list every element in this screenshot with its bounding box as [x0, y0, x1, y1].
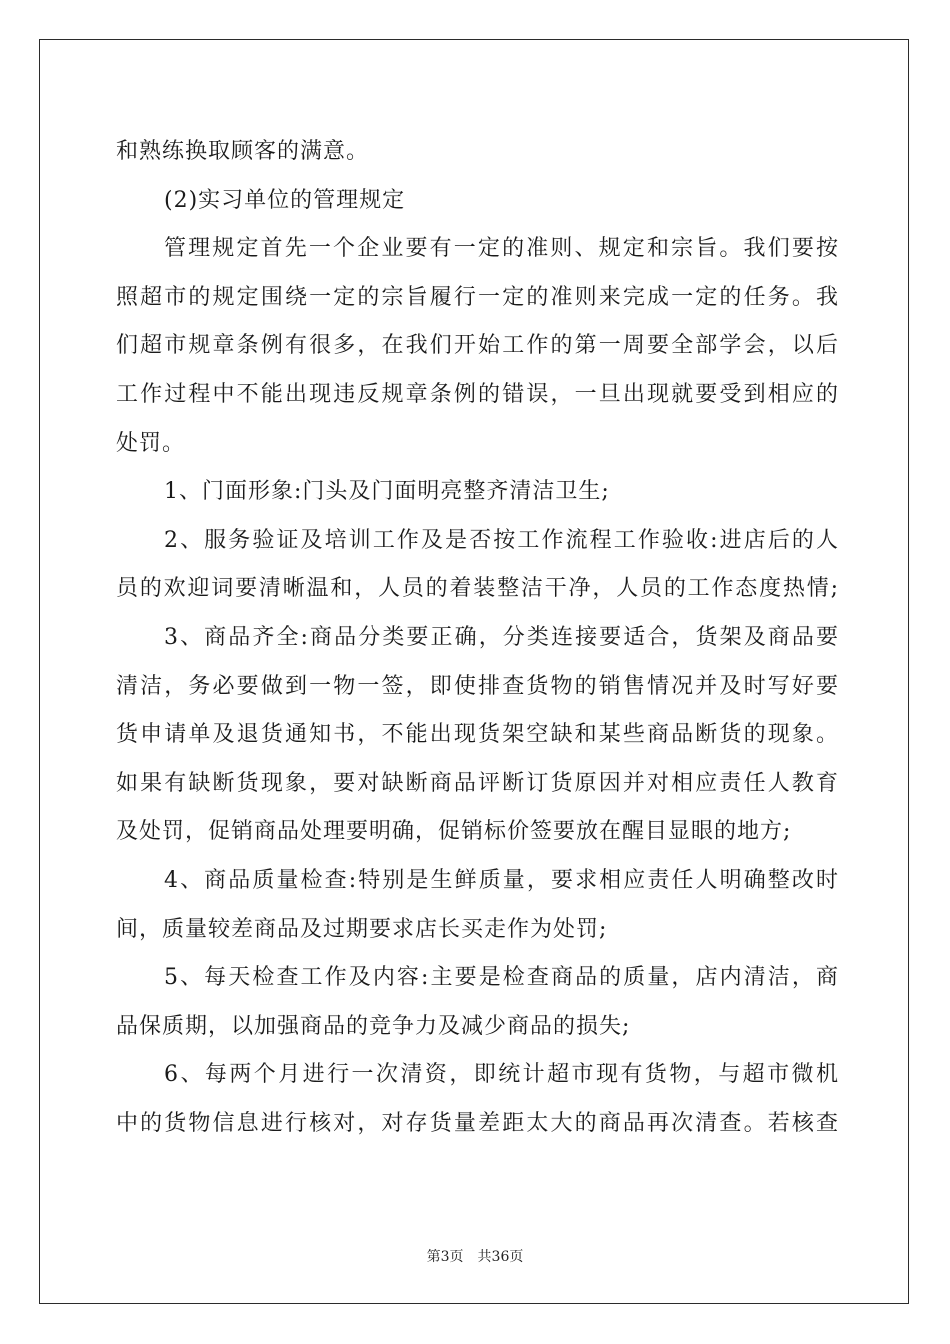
section-heading: (2)实习单位的管理规定 — [164, 187, 406, 213]
list-item: 6、每两个月进行一次清资，即统计超市现有货物，与超市微机 — [164, 1062, 838, 1088]
list-item: 4、商品质量检查:特别是生鲜质量，要求相应责任人明确整改时 — [164, 867, 838, 893]
paragraph-line: 照超市的规定围绕一定的宗旨履行一定的准则来完成一定的任务。我 — [116, 284, 838, 310]
page-number: 第3页 — [426, 1249, 464, 1265]
paragraph-line: 及处罚，促销商品处理要明确，促销标价签要放在醒目显眼的地方; — [116, 819, 792, 845]
paragraph-line: 和熟练换取顾客的满意。 — [116, 139, 370, 164]
paragraph-line: 处罚。 — [116, 430, 186, 456]
list-item: 3、商品齐全:商品分类要正确，分类连接要适合，货架及商品要 — [164, 624, 838, 650]
paragraph-line: 员的欢迎词要清晰温和，人员的着装整洁干净，人员的工作态度热情; — [116, 576, 838, 602]
paragraph-line: 中的货物信息进行核对，对存货量差距太大的商品再次清查。若核查 — [116, 1110, 838, 1136]
paragraph-line: 管理规定首先一个企业要有一定的准则、规定和宗旨。我们要按 — [164, 236, 838, 262]
paragraph-line: 工作过程中不能出现违反规章条例的错误，一旦出现就要受到相应的 — [116, 381, 838, 407]
paragraph-line: 货申请单及退货通知书，不能出现货架空缺和某些商品断货的现象。 — [116, 722, 838, 748]
list-item: 5、每天检查工作及内容:主要是检查商品的质量，店内清洁，商 — [164, 965, 838, 991]
paragraph-line: 们超市规章条例有很多，在我们开始工作的第一周要全部学会，以后 — [116, 333, 838, 359]
document-body — [116, 128, 838, 1148]
list-item: 1、门面形象:门头及门面明亮整齐清洁卫生; — [164, 479, 610, 505]
paragraph-line: 间，质量较差商品及过期要求店长买走作为处罚; — [116, 916, 608, 942]
page-total: 共36页 — [477, 1249, 524, 1265]
paragraph-line: 清洁，务必要做到一物一签，即使排查货物的销售情况并及时写好要 — [116, 673, 838, 699]
paragraph-line: 品保质期，以加强商品的竞争力及减少商品的损失; — [116, 1013, 631, 1039]
page-footer — [0, 1246, 950, 1266]
list-item: 2、服务验证及培训工作及是否按工作流程工作验收:进店后的人 — [164, 527, 838, 553]
paragraph-line: 如果有缺断货现象，要对缺断商品评断订货原因并对相应责任人教育 — [116, 770, 838, 796]
